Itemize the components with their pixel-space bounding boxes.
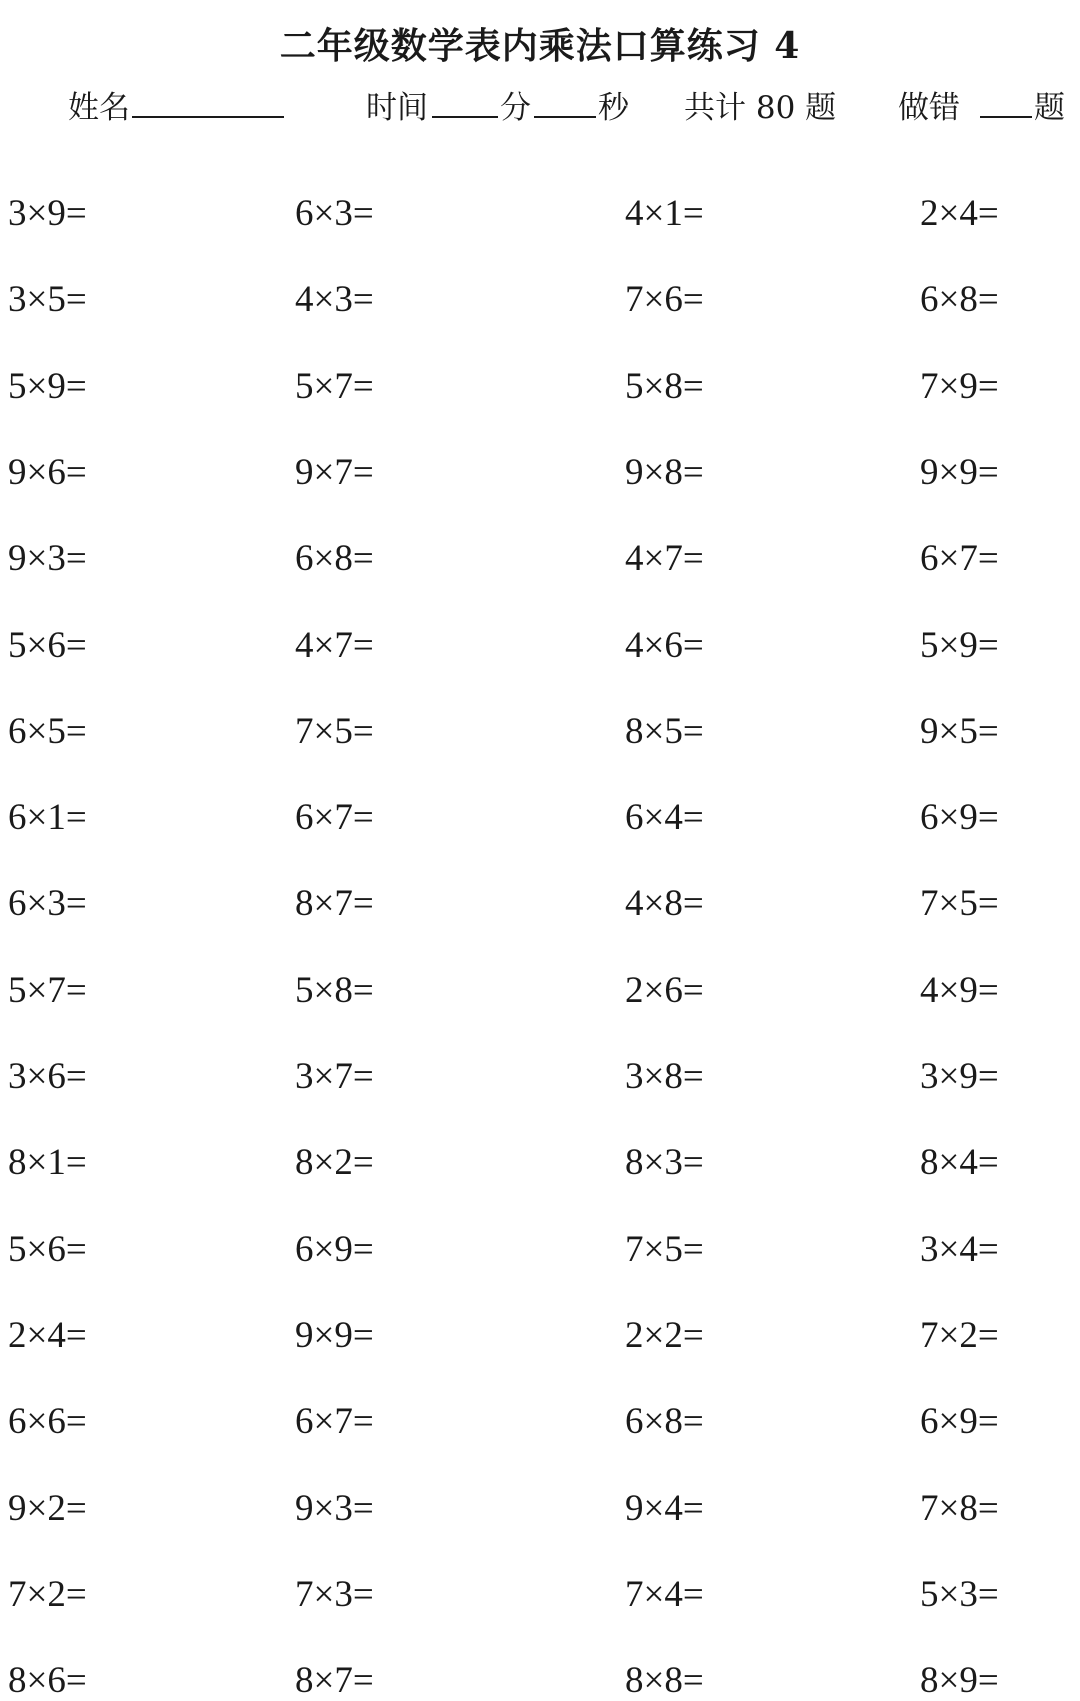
problem-r2-c3: 7×6= (625, 279, 704, 320)
problem-r10-c4: 4×9= (920, 970, 999, 1011)
problem-r6-c4: 5×9= (920, 625, 999, 666)
problem-r18-c3: 8×8= (625, 1660, 704, 1701)
problem-r9-c3: 4×8= (625, 883, 704, 924)
problem-r16-c1: 9×2= (8, 1488, 87, 1529)
problem-r2-c2: 4×3= (295, 279, 374, 320)
problem-r17-c1: 7×2= (8, 1574, 87, 1615)
problem-r6-c1: 5×6= (8, 625, 87, 666)
problem-r15-c1: 6×6= (8, 1401, 87, 1442)
problem-r6-c3: 4×6= (625, 625, 704, 666)
problem-r15-c3: 6×8= (625, 1401, 704, 1442)
problem-r13-c3: 7×5= (625, 1229, 704, 1270)
problem-r7-c3: 8×5= (625, 711, 704, 752)
problem-r10-c1: 5×7= (8, 970, 87, 1011)
problem-r2-c4: 6×8= (920, 279, 999, 320)
problem-r7-c2: 7×5= (295, 711, 374, 752)
problem-r13-c4: 3×4= (920, 1229, 999, 1270)
problem-r17-c3: 7×4= (625, 1574, 704, 1615)
problem-r18-c1: 8×6= (8, 1660, 87, 1701)
problem-r4-c2: 9×7= (295, 452, 374, 493)
problem-r6-c2: 4×7= (295, 625, 374, 666)
problem-r8-c4: 6×9= (920, 797, 999, 838)
problem-r1-c2: 6×3= (295, 193, 374, 234)
problem-r11-c1: 3×6= (8, 1056, 87, 1097)
problem-r7-c4: 9×5= (920, 711, 999, 752)
problem-r4-c3: 9×8= (625, 452, 704, 493)
problem-r9-c1: 6×3= (8, 883, 87, 924)
problem-r8-c1: 6×1= (8, 797, 87, 838)
problem-r17-c2: 7×3= (295, 1574, 374, 1615)
wrong-label: 做错 (898, 90, 960, 126)
problem-r3-c3: 5×8= (625, 366, 704, 407)
problem-r3-c2: 5×7= (295, 366, 374, 407)
problem-r17-c4: 5×3= (920, 1574, 999, 1615)
problem-r8-c3: 6×4= (625, 797, 704, 838)
problem-r1-c1: 3×9= (8, 193, 87, 234)
second-label: 秒 (598, 90, 629, 126)
problem-r12-c3: 8×3= (625, 1142, 704, 1183)
problem-r4-c4: 9×9= (920, 452, 999, 493)
problem-r12-c4: 8×4= (920, 1142, 999, 1183)
problem-r9-c4: 7×5= (920, 883, 999, 924)
problem-r10-c3: 2×6= (625, 970, 704, 1011)
problem-r1-c4: 2×4= (920, 193, 999, 234)
problem-r18-c2: 8×7= (295, 1660, 374, 1701)
problem-r12-c1: 8×1= (8, 1142, 87, 1183)
total-label: 共计 80 题 (684, 90, 837, 126)
problem-r10-c2: 5×8= (295, 970, 374, 1011)
problem-r14-c3: 2×2= (625, 1315, 704, 1356)
problem-r11-c3: 3×8= (625, 1056, 704, 1097)
problem-r13-c1: 5×6= (8, 1229, 87, 1270)
problem-r16-c3: 9×4= (625, 1488, 704, 1529)
problem-r11-c4: 3×9= (920, 1056, 999, 1097)
problem-r15-c4: 6×9= (920, 1401, 999, 1442)
problem-r3-c4: 7×9= (920, 366, 999, 407)
problem-r5-c4: 6×7= (920, 538, 999, 579)
time-label: 时间 (366, 90, 428, 126)
problem-r9-c2: 8×7= (295, 883, 374, 924)
minute-label: 分 (500, 90, 531, 126)
problem-r5-c3: 4×7= (625, 538, 704, 579)
name-label: 姓名 (68, 90, 130, 126)
problem-r3-c1: 5×9= (8, 366, 87, 407)
problem-r1-c3: 4×1= (625, 193, 704, 234)
problem-r12-c2: 8×2= (295, 1142, 374, 1183)
problem-r11-c2: 3×7= (295, 1056, 374, 1097)
problem-r2-c1: 3×5= (8, 279, 87, 320)
problem-r5-c1: 9×3= (8, 538, 87, 579)
worksheet-title: 二年级数学表内乘法口算练习 4 (279, 25, 801, 67)
problem-r4-c1: 9×6= (8, 452, 87, 493)
problem-r16-c2: 9×3= (295, 1488, 374, 1529)
problem-r7-c1: 6×5= (8, 711, 87, 752)
problem-r15-c2: 6×7= (295, 1401, 374, 1442)
problem-r14-c4: 7×2= (920, 1315, 999, 1356)
problem-r16-c4: 7×8= (920, 1488, 999, 1529)
problem-r14-c2: 9×9= (295, 1315, 374, 1356)
problem-r5-c2: 6×8= (295, 538, 374, 579)
wrong-unit-label: 题 (1034, 90, 1065, 126)
problem-r14-c1: 2×4= (8, 1315, 87, 1356)
problem-r13-c2: 6×9= (295, 1229, 374, 1270)
problem-r18-c4: 8×9= (920, 1660, 999, 1701)
problem-r8-c2: 6×7= (295, 797, 374, 838)
